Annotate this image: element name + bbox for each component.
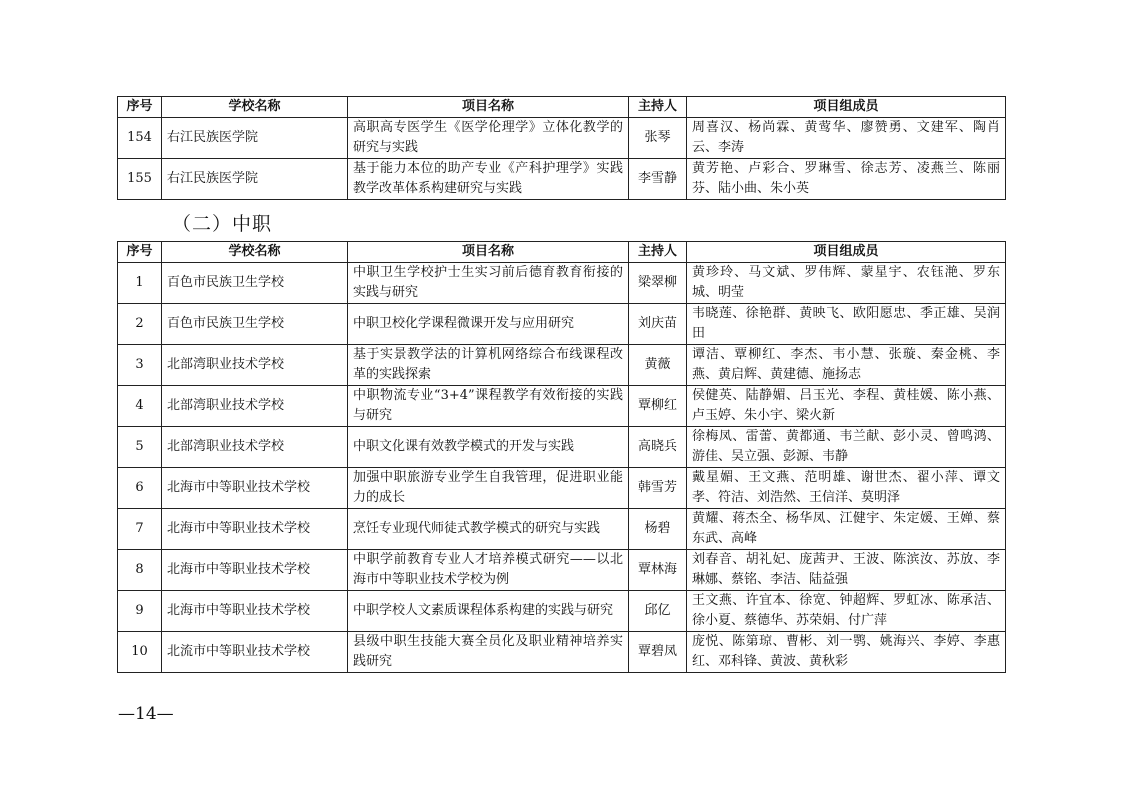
row-host: 张琴 <box>629 118 687 159</box>
row-no: 3 <box>118 345 162 386</box>
row-no: 10 <box>118 632 162 673</box>
row-no: 4 <box>118 386 162 427</box>
row-school: 北海市中等职业技术学校 <box>162 509 348 550</box>
row-project: 中职学校人文素质课程体系构建的实践与研究 <box>348 591 629 632</box>
row-host: 梁翠柳 <box>629 263 687 304</box>
row-no: 6 <box>118 468 162 509</box>
row-no: 155 <box>118 159 162 200</box>
row-members: 徐梅凤、雷蕾、黄都通、韦兰献、彭小灵、曾鸣鸿、游佳、吴立强、彭源、韦静 <box>687 427 1006 468</box>
header-no: 序号 <box>118 97 162 118</box>
row-no: 5 <box>118 427 162 468</box>
row-school: 百色市民族卫生学校 <box>162 263 348 304</box>
table-row <box>118 550 1006 591</box>
project-table-vocational-college <box>117 96 1006 200</box>
row-project: 县级中职生技能大赛全员化及职业精神培养实践研究 <box>348 632 629 673</box>
table-row <box>118 345 1006 386</box>
header-school: 学校名称 <box>162 242 348 263</box>
row-members: 王文燕、许宜本、徐宽、钟超辉、罗虹冰、陈承洁、徐小夏、蔡德华、苏荣娟、付广萍 <box>687 591 1006 632</box>
table-row <box>118 263 1006 304</box>
row-no: 1 <box>118 263 162 304</box>
row-project: 加强中职旅游专业学生自我管理，促进职业能力的成长 <box>348 468 629 509</box>
row-members: 韦晓莲、徐艳群、黄映飞、欧阳愿忠、季正雄、吴润田 <box>687 304 1006 345</box>
row-host: 覃碧凤 <box>629 632 687 673</box>
row-host: 黄薇 <box>629 345 687 386</box>
table-row <box>118 591 1006 632</box>
row-school: 北海市中等职业技术学校 <box>162 550 348 591</box>
row-no: 8 <box>118 550 162 591</box>
header-host: 主持人 <box>629 242 687 263</box>
row-host: 杨碧 <box>629 509 687 550</box>
row-school: 北流市中等职业技术学校 <box>162 632 348 673</box>
header-members: 项目组成员 <box>687 97 1006 118</box>
page-number: —14— <box>118 704 174 724</box>
row-host: 覃柳红 <box>629 386 687 427</box>
row-members: 谭洁、覃柳红、李杰、韦小慧、张璇、秦金桃、李燕、黄启辉、黄建德、施扬志 <box>687 345 1006 386</box>
header-host: 主持人 <box>629 97 687 118</box>
row-school: 百色市民族卫生学校 <box>162 304 348 345</box>
section-heading: （二）中职 <box>172 213 273 235</box>
row-school: 北海市中等职业技术学校 <box>162 468 348 509</box>
table-row <box>118 427 1006 468</box>
row-host: 邱亿 <box>629 591 687 632</box>
row-school: 北部湾职业技术学校 <box>162 427 348 468</box>
header-no: 序号 <box>118 242 162 263</box>
row-project: 中职卫生学校护士生实习前后德育教育衔接的实践与研究 <box>348 263 629 304</box>
table-header-row <box>118 97 1006 118</box>
header-members: 项目组成员 <box>687 242 1006 263</box>
row-host: 刘庆苗 <box>629 304 687 345</box>
row-host: 覃林海 <box>629 550 687 591</box>
row-members: 黄耀、蒋杰全、杨华凤、江健宇、朱定媛、王婵、蔡东武、高峰 <box>687 509 1006 550</box>
table-row <box>118 509 1006 550</box>
row-members: 黄珍玲、马文斌、罗伟辉、蒙星宇、农钰滟、罗东城、明莹 <box>687 263 1006 304</box>
row-no: 7 <box>118 509 162 550</box>
row-host: 高晓兵 <box>629 427 687 468</box>
row-project: 中职物流专业“3+4”课程教学有效衔接的实践与研究 <box>348 386 629 427</box>
row-host: 韩雪芳 <box>629 468 687 509</box>
header-project: 项目名称 <box>348 242 629 263</box>
project-table-secondary-vocational <box>117 241 1006 673</box>
row-members: 刘春音、胡礼妃、庞茜尹、王波、陈滨汝、苏放、李琳娜、蔡铭、李洁、陆益强 <box>687 550 1006 591</box>
row-project: 基于能力本位的助产专业《产科护理学》实践教学改革体系构建研究与实践 <box>348 159 629 200</box>
table-row <box>118 159 1006 200</box>
row-project: 中职卫校化学课程微课开发与应用研究 <box>348 304 629 345</box>
row-school: 右江民族医学院 <box>162 118 348 159</box>
header-project: 项目名称 <box>348 97 629 118</box>
row-host: 李雪静 <box>629 159 687 200</box>
row-project: 烹饪专业现代师徒式教学模式的研究与实践 <box>348 509 629 550</box>
row-project: 中职文化课有效教学模式的开发与实践 <box>348 427 629 468</box>
table-header-row <box>118 242 1006 263</box>
row-members: 庞悦、陈第琼、曹彬、刘一鹗、姚海兴、李婷、李惠红、邓科锋、黄波、黄秋彩 <box>687 632 1006 673</box>
table-row <box>118 304 1006 345</box>
row-project: 基于实景教学法的计算机网络综合布线课程改革的实践探索 <box>348 345 629 386</box>
row-no: 2 <box>118 304 162 345</box>
row-members: 周喜汉、杨尚霖、黄莺华、廖赞勇、文建军、陶肖云、李涛 <box>687 118 1006 159</box>
row-school: 右江民族医学院 <box>162 159 348 200</box>
header-school: 学校名称 <box>162 97 348 118</box>
row-no: 154 <box>118 118 162 159</box>
row-school: 北海市中等职业技术学校 <box>162 591 348 632</box>
row-project: 中职学前教育专业人才培养模式研究——以北海市中等职业技术学校为例 <box>348 550 629 591</box>
row-project: 高职高专医学生《医学伦理学》立体化教学的研究与实践 <box>348 118 629 159</box>
row-members: 黄芳艳、卢彩合、罗琳雪、徐志芳、凌燕兰、陈丽芬、陆小曲、朱小英 <box>687 159 1006 200</box>
table-row <box>118 386 1006 427</box>
row-school: 北部湾职业技术学校 <box>162 386 348 427</box>
row-members: 戴星媚、王文燕、范明雄、谢世杰、翟小萍、谭文孝、符洁、刘浩然、王信洋、莫明泽 <box>687 468 1006 509</box>
table-row <box>118 632 1006 673</box>
row-no: 9 <box>118 591 162 632</box>
row-school: 北部湾职业技术学校 <box>162 345 348 386</box>
table-row <box>118 118 1006 159</box>
table-row <box>118 468 1006 509</box>
row-members: 侯健英、陆静媚、吕玉光、李程、黄桂媛、陈小燕、卢玉婷、朱小宇、梁火新 <box>687 386 1006 427</box>
